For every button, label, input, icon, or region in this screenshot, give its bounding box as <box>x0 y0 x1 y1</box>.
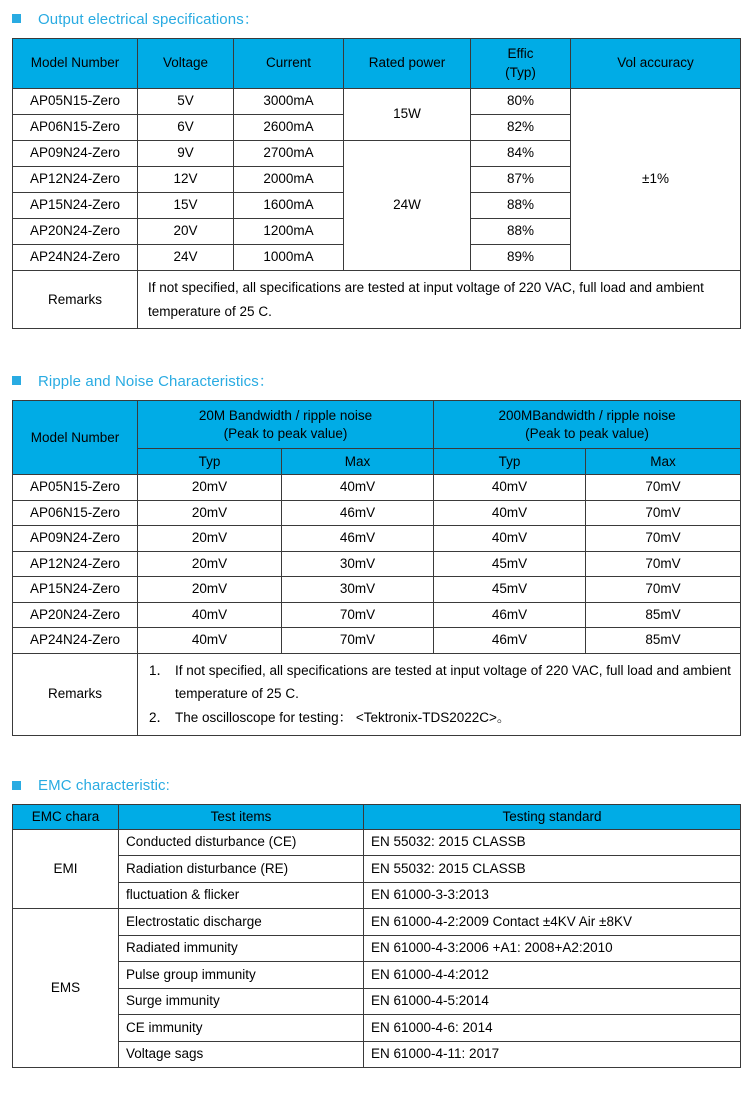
cell-typ-200m: 46mV <box>434 628 586 654</box>
table-row <box>13 856 741 883</box>
cell-max-200m: 85mV <box>586 628 741 654</box>
cell-effic: 87% <box>471 167 571 193</box>
remarks-list <box>141 656 737 733</box>
col-header-model: Model Number <box>13 39 138 89</box>
cell-model: AP09N24-Zero <box>13 526 138 552</box>
spacer-ripple <box>0 391 750 400</box>
cell-voltage: 24V <box>138 245 234 271</box>
col-header-typ-200m: Typ <box>434 449 586 475</box>
cell-model: AP20N24-Zero <box>13 219 138 245</box>
cell-testing-standard: EN 61000-4-11: 2017 <box>364 1041 741 1068</box>
cell-rated-power: 15W <box>344 89 471 141</box>
col-header-rated-power: Rated power <box>344 39 471 89</box>
cell-testing-standard: EN 55032: 2015 CLASSB <box>364 856 741 883</box>
cell-max-20m: 46mV <box>282 500 434 526</box>
cell-voltage: 20V <box>138 219 234 245</box>
cell-voltage: 15V <box>138 193 234 219</box>
cell-max-20m: 30mV <box>282 551 434 577</box>
cell-test-item: Electrostatic discharge <box>119 909 364 936</box>
list-item-text: The oscilloscope for testing： <Tektronix-TDS2022C>。 <box>175 710 511 725</box>
col-header-effic <box>471 39 571 89</box>
cell-vol-accuracy: ±1% <box>571 89 741 271</box>
square-bullet-icon <box>12 781 21 790</box>
cell-effic: 88% <box>471 219 571 245</box>
col-header-max-200m: Max <box>586 449 741 475</box>
cell-max-200m: 85mV <box>586 602 741 628</box>
remarks-cell <box>138 271 741 329</box>
cell-typ-20m: 40mV <box>138 602 282 628</box>
cell-max-200m: 70mV <box>586 551 741 577</box>
spacer-output <box>0 29 750 38</box>
col-header-voltage: Voltage <box>138 39 234 89</box>
cell-test-item: Radiated immunity <box>119 935 364 962</box>
cell-current: 1600mA <box>234 193 344 219</box>
cell-voltage: 5V <box>138 89 234 115</box>
cell-emc-group-emi: EMI <box>13 829 119 909</box>
cell-testing-standard: EN 61000-3-3:2013 <box>364 882 741 909</box>
remarks-label: Remarks <box>13 271 138 329</box>
cell-testing-standard: EN 55032: 2015 CLASSB <box>364 829 741 856</box>
spacer-between-2-3 <box>0 736 750 777</box>
section-heading-output <box>0 8 750 29</box>
cell-model: AP15N24-Zero <box>13 577 138 603</box>
cell-typ-20m: 20mV <box>138 500 282 526</box>
col-header-current: Current <box>234 39 344 89</box>
cell-typ-20m: 20mV <box>138 551 282 577</box>
table-row <box>13 475 741 501</box>
cell-typ-20m: 20mV <box>138 526 282 552</box>
table-row <box>13 1015 741 1042</box>
cell-max-20m: 46mV <box>282 526 434 552</box>
cell-typ-200m: 40mV <box>434 526 586 552</box>
remarks-label: Remarks <box>13 653 138 735</box>
cell-rated-power: 24W <box>344 141 471 271</box>
section-title-emc: EMC characteristic: <box>38 776 170 794</box>
cell-typ-200m: 45mV <box>434 577 586 603</box>
table-row <box>13 882 741 909</box>
table-row <box>13 962 741 989</box>
spacer-emc <box>0 794 750 804</box>
col-header-emc-chara: EMC chara <box>13 804 119 829</box>
cell-emc-group-ems: EMS <box>13 909 119 1068</box>
cell-max-20m: 30mV <box>282 577 434 603</box>
col-header-band200 <box>434 401 741 449</box>
col-header-test-items: Test items <box>119 804 364 829</box>
cell-current: 1200mA <box>234 219 344 245</box>
col-header-band200-line2: (Peak to peak value) <box>525 425 649 441</box>
cell-current: 2000mA <box>234 167 344 193</box>
cell-model: AP06N15-Zero <box>13 115 138 141</box>
table-header-row <box>13 804 741 829</box>
cell-model: AP06N15-Zero <box>13 500 138 526</box>
table-row <box>13 988 741 1015</box>
cell-voltage: 6V <box>138 115 234 141</box>
table-row <box>13 577 741 603</box>
cell-test-item: CE immunity <box>119 1015 364 1042</box>
top-spacer <box>0 0 750 8</box>
col-header-typ-20m: Typ <box>138 449 282 475</box>
cell-current: 3000mA <box>234 89 344 115</box>
cell-typ-200m: 40mV <box>434 500 586 526</box>
remarks-row <box>13 271 741 329</box>
cell-max-200m: 70mV <box>586 577 741 603</box>
col-header-model: Model Number <box>13 401 138 475</box>
section-heading-ripple <box>0 370 750 391</box>
cell-model: AP05N15-Zero <box>13 475 138 501</box>
section-title-ripple: Ripple and Noise Characteristics： <box>38 373 274 391</box>
col-header-effic-line1: Effic <box>507 46 534 62</box>
cell-voltage: 12V <box>138 167 234 193</box>
cell-current: 2600mA <box>234 115 344 141</box>
table-row <box>13 628 741 654</box>
cell-test-item: Surge immunity <box>119 988 364 1015</box>
remarks-cell <box>138 653 741 735</box>
square-bullet-icon <box>12 14 21 23</box>
ripple-noise-table <box>12 400 741 735</box>
table-row <box>13 551 741 577</box>
col-header-effic-line2: (Typ) <box>505 64 536 80</box>
cell-max-200m: 70mV <box>586 526 741 552</box>
cell-max-200m: 70mV <box>586 475 741 501</box>
cell-effic: 89% <box>471 245 571 271</box>
emc-characteristic-table <box>12 804 741 1069</box>
remarks-text: If not specified, all specifications are tested at input voltage of 220 VAC, full load and ambient temperature of 25 C. <box>148 280 704 319</box>
cell-effic: 88% <box>471 193 571 219</box>
spacer-between-1-2 <box>0 329 750 370</box>
cell-test-item: Conducted disturbance (CE) <box>119 829 364 856</box>
cell-model: AP12N24-Zero <box>13 167 138 193</box>
table-header-row <box>13 401 741 449</box>
cell-testing-standard: EN 61000-4-5:2014 <box>364 988 741 1015</box>
cell-max-20m: 70mV <box>282 602 434 628</box>
cell-testing-standard: EN 61000-4-3:2006 +A1: 2008+A2:2010 <box>364 935 741 962</box>
table-row <box>13 500 741 526</box>
cell-typ-20m: 20mV <box>138 577 282 603</box>
section-heading-emc <box>0 777 750 794</box>
cell-test-item: fluctuation & flicker <box>119 882 364 909</box>
table-row <box>13 829 741 856</box>
cell-effic: 80% <box>471 89 571 115</box>
cell-typ-20m: 20mV <box>138 475 282 501</box>
cell-typ-20m: 40mV <box>138 628 282 654</box>
col-header-band20 <box>138 401 434 449</box>
list-item <box>149 659 737 706</box>
cell-model: AP24N24-Zero <box>13 245 138 271</box>
table-row <box>13 909 741 936</box>
cell-testing-standard: EN 61000-4-2:2009 Contact ±4KV Air ±8KV <box>364 909 741 936</box>
col-header-max-20m: Max <box>282 449 434 475</box>
col-header-vol-accuracy: Vol accuracy <box>571 39 741 89</box>
col-header-band20-line2: (Peak to peak value) <box>223 425 348 441</box>
col-header-band20-line1: 20M Bandwidth / ripple noise <box>198 407 373 423</box>
cell-typ-200m: 45mV <box>434 551 586 577</box>
cell-typ-200m: 46mV <box>434 602 586 628</box>
col-header-testing-standard: Testing standard <box>364 804 741 829</box>
table-header-row <box>13 39 741 89</box>
cell-max-20m: 70mV <box>282 628 434 654</box>
list-item-number: 1． <box>149 662 171 678</box>
col-header-band200-line1: 200MBandwidth / ripple noise <box>498 407 676 423</box>
table-row <box>13 526 741 552</box>
section-title-output: Output electrical specifications： <box>38 11 259 28</box>
table-row <box>13 935 741 962</box>
cell-model: AP05N15-Zero <box>13 89 138 115</box>
cell-testing-standard: EN 61000-4-6: 2014 <box>364 1015 741 1042</box>
cell-max-20m: 40mV <box>282 475 434 501</box>
table-row <box>13 602 741 628</box>
table-row <box>13 1041 741 1068</box>
cell-model: AP15N24-Zero <box>13 193 138 219</box>
cell-model: AP24N24-Zero <box>13 628 138 654</box>
cell-current: 1000mA <box>234 245 344 271</box>
cell-max-200m: 70mV <box>586 500 741 526</box>
cell-test-item: Radiation disturbance (RE) <box>119 856 364 883</box>
square-bullet-icon <box>12 376 21 385</box>
list-item-number: 2． <box>149 710 171 725</box>
cell-model: AP20N24-Zero <box>13 602 138 628</box>
cell-testing-standard: EN 61000-4-4:2012 <box>364 962 741 989</box>
cell-effic: 84% <box>471 141 571 167</box>
cell-test-item: Pulse group immunity <box>119 962 364 989</box>
cell-model: AP09N24-Zero <box>13 141 138 167</box>
table-row <box>13 89 741 115</box>
cell-typ-200m: 40mV <box>434 475 586 501</box>
list-item-text: If not specified, all specifications are tested at input voltage of 220 VAC, full load and ambient temperature of 25 C. <box>175 662 731 702</box>
cell-effic: 82% <box>471 115 571 141</box>
cell-voltage: 9V <box>138 141 234 167</box>
cell-current: 2700mA <box>234 141 344 167</box>
remarks-row <box>13 653 741 735</box>
cell-model: AP12N24-Zero <box>13 551 138 577</box>
cell-test-item: Voltage sags <box>119 1041 364 1068</box>
list-item <box>149 706 737 730</box>
output-specifications-table <box>12 38 741 329</box>
